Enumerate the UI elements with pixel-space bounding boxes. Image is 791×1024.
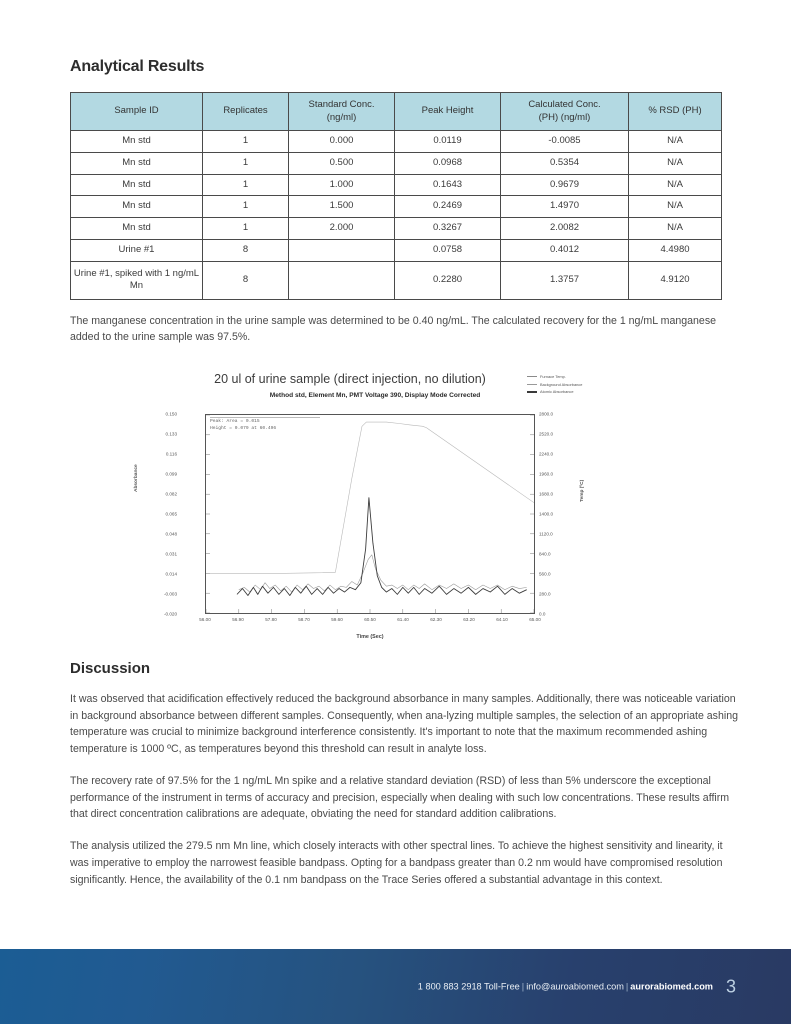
y-axis-label: Absorbance	[134, 464, 139, 492]
column-header-rsd: % RSD (PH)	[629, 93, 722, 131]
column-header-calculated-conc: Calculated Conc. (PH) (ng/ml)	[501, 93, 629, 131]
cell-calculated-conc: 1.4970	[501, 196, 629, 218]
cell-standard-conc: 1.500	[289, 196, 395, 218]
y2-tick-label: 1960.0	[539, 471, 554, 477]
y-tick-label: 0.116	[165, 451, 177, 457]
cell-peak-height: 0.1643	[395, 174, 501, 196]
x-tick-label: 62.30	[430, 617, 442, 622]
y2-tick-label: 0.0	[539, 611, 546, 617]
y-tick-label: 0.031	[165, 551, 177, 557]
cell-replicates: 8	[203, 240, 289, 262]
discussion-paragraph-2: The recovery rate of 97.5% for the 1 ng/mL Mn spike and a relative standard deviation (RSD) of less than 5% underscore the exceptional performance of the instrument in terms of accuracy and precision, especially when dealing with such low concentrations. These results affirm that direct concentration calibrations are adequate, obviating the need for standard addition calibrations.	[70, 774, 730, 821]
legend-item-atomic-absorbance	[527, 388, 582, 396]
cell-sample-id: Urine #1, spiked with 1 ng/mL Mn	[71, 261, 203, 299]
y-tick-label: -0.003	[163, 591, 177, 597]
y-tick-label: 0.150	[165, 411, 177, 417]
cell-rsd: N/A	[629, 174, 722, 196]
cell-rsd: 4.4980	[629, 240, 722, 262]
cell-replicates: 8	[203, 261, 289, 299]
y2-tick-label: 2800.0	[539, 411, 554, 417]
chart-title: 20 ul of urine sample (direct injection, no dilution)	[214, 372, 486, 386]
cell-sample-id: Urine #1	[71, 240, 203, 262]
table-row	[71, 261, 722, 299]
x-tick-label: 60.50	[364, 617, 376, 622]
table-row	[71, 240, 722, 262]
series-furnace-temp	[206, 422, 534, 573]
cell-standard-conc: 0.500	[289, 152, 395, 174]
column-header-peak-height: Peak Height	[395, 93, 501, 131]
cell-calculated-conc: 2.0082	[501, 218, 629, 240]
legend-swatch-icon	[527, 376, 537, 377]
chart-legend	[527, 373, 582, 396]
y2-tick-label: 1400.0	[539, 511, 554, 517]
y2-tick-label: 1680.0	[539, 491, 554, 497]
peak-annotation	[210, 417, 320, 432]
discussion-section	[70, 660, 738, 903]
results-paragraph: The manganese concentration in the urine sample was determined to be 0.40 ng/mL. The calculated recovery for the 1 ng/mL manganese added to the urine sample was 97.5%.	[70, 314, 717, 344]
cell-replicates: 1	[203, 218, 289, 240]
y2-tick-label: 2240.0	[539, 451, 554, 457]
legend-label: Background Absorbance	[540, 381, 583, 387]
analytical-results-section	[70, 58, 721, 346]
y-tick-label: 0.065	[165, 511, 177, 517]
cell-standard-conc: 2.000	[289, 218, 395, 240]
y-tick-label: 0.099	[165, 471, 177, 477]
cell-replicates: 1	[203, 131, 289, 153]
cell-replicates: 1	[203, 196, 289, 218]
discussion-paragraph-1: It was observed that acidification effectively reduced the background absorbance in many samples. Additionally, there was noticeable variation in background absorbance between different samples. Consequently, when ana-lyzing multiple samples, the selection of an appropriate ashing temperature was crucial to minimize background interference consistently. It's important to note that the maximum recommended ashing temperature is 1000 ºC, as temperatures beyond this threshold can result in analyte loss.	[70, 693, 739, 756]
chart-curves	[206, 415, 534, 613]
x-axis-ticks	[199, 617, 541, 627]
table-row	[71, 152, 722, 174]
x-tick-label: 59.60	[331, 617, 343, 622]
table-row	[71, 196, 722, 218]
x-tick-label: 64.10	[496, 617, 508, 622]
cell-sample-id: Mn std	[71, 218, 203, 240]
footer-content	[418, 976, 736, 997]
page-number: 3	[725, 976, 736, 996]
cell-peak-height: 0.2280	[395, 261, 501, 299]
cell-calculated-conc: 0.5354	[501, 152, 629, 174]
y2-tick-label: 2520.0	[539, 431, 554, 437]
x-tick-label: 56.90	[232, 617, 244, 622]
cell-calculated-conc: 0.9679	[501, 174, 629, 196]
footer-separator: |	[521, 981, 525, 992]
footer-separator: |	[625, 981, 629, 992]
chromatogram-figure	[134, 372, 610, 657]
legend-item-background-absorbance	[527, 381, 582, 389]
y2-tick-label: 840.0	[539, 551, 551, 557]
legend-label: Furnace Temp.	[540, 374, 566, 379]
x-tick-label: 58.70	[298, 617, 310, 622]
x-tick-label: 61.40	[397, 617, 409, 622]
footer-contact-line	[418, 982, 713, 992]
column-header-replicates: Replicates	[203, 93, 289, 131]
series-atomic-absorbance	[237, 498, 527, 596]
cell-sample-id: Mn std	[71, 196, 203, 218]
cell-calculated-conc: 1.3757	[501, 261, 629, 299]
cell-rsd: 4.9120	[629, 261, 722, 299]
y-tick-label: 0.014	[165, 571, 177, 577]
footer-email[interactable]: info@auroabiomed.com	[526, 981, 624, 992]
cell-replicates: 1	[203, 174, 289, 196]
cell-standard-conc	[289, 240, 395, 262]
y-tick-label: -0.020	[163, 611, 177, 617]
y2-axis-label: Temp (ºC)	[580, 479, 585, 502]
discussion-title: Discussion	[70, 660, 151, 677]
column-header-standard-conc: Standard Conc. (ng/ml)	[289, 93, 395, 131]
footer-website[interactable]: aurorabiomed.com	[630, 981, 713, 992]
y2-tick-label: 560.0	[539, 571, 551, 577]
legend-label: Atomic Absorbance	[540, 389, 574, 395]
y-tick-label: 0.133	[165, 431, 177, 437]
legend-swatch-icon	[527, 391, 537, 392]
cell-rsd: N/A	[629, 196, 722, 218]
x-tick-label: 56.00	[199, 617, 211, 622]
cell-standard-conc: 1.000	[289, 174, 395, 196]
page-title: Analytical Results	[70, 58, 205, 75]
cell-standard-conc: 0.000	[289, 131, 395, 153]
y-tick-label: 0.048	[165, 531, 177, 537]
chart-subtitle: Method std, Element Mn, PMT Voltage 390, Display Mode Corrected	[269, 392, 481, 399]
cell-peak-height: 0.0968	[395, 152, 501, 174]
cell-sample-id: Mn std	[71, 152, 203, 174]
analytical-results-table	[70, 92, 722, 300]
cell-rsd: N/A	[629, 131, 722, 153]
cell-peak-height: 0.2469	[395, 196, 501, 218]
cell-sample-id: Mn std	[71, 174, 203, 196]
table-row	[71, 131, 722, 153]
x-tick-label: 63.20	[463, 617, 475, 622]
footer-phone: 1 800 883 2918 Toll-Free	[417, 981, 520, 992]
cell-rsd: N/A	[629, 218, 722, 240]
annotation-line-area: Peak: Area = 0.015	[210, 419, 260, 424]
table-header-row	[71, 93, 722, 131]
page-footer	[0, 949, 791, 1024]
x-axis-label: Time (Sec)	[356, 634, 384, 640]
annotation-line-height: Height = 0.079 at 60.496	[210, 425, 277, 431]
column-header-sample-id: Sample ID	[71, 93, 203, 131]
y2-tick-label: 280.0	[539, 591, 551, 597]
discussion-paragraph-3: The analysis utilized the 279.5 nm Mn line, which closely interacts with other spectral lines. To achieve the highest sensitivity and linearity, it was imperative to employ the narrowest feasible bandpass. Opting for a bandpass greater than 0.2 nm would have compromised resolution significantly. Hence, the availability of the 0.1 nm bandpass on the Trace Series offered a substantial advantage in this context.	[70, 840, 723, 886]
cell-standard-conc	[289, 261, 395, 299]
cell-sample-id: Mn std	[71, 131, 203, 153]
legend-item-furnace-temp	[527, 373, 582, 381]
legend-swatch-icon	[527, 384, 537, 385]
cell-calculated-conc: 0.4012	[501, 240, 629, 262]
table-row	[71, 174, 722, 196]
plot-area	[205, 414, 535, 614]
x-tick-label: 65.00	[529, 617, 541, 622]
cell-calculated-conc: -0.0085	[501, 131, 629, 153]
y-tick-label: 0.082	[165, 491, 177, 497]
cell-replicates: 1	[203, 152, 289, 174]
cell-peak-height: 0.0119	[395, 131, 501, 153]
y2-tick-label: 1120.0	[539, 531, 553, 537]
table-body	[71, 131, 722, 300]
table-row	[71, 218, 722, 240]
cell-peak-height: 0.3267	[395, 218, 501, 240]
cell-peak-height: 0.0758	[395, 240, 501, 262]
x-tick-label: 57.80	[265, 617, 277, 622]
cell-rsd: N/A	[629, 152, 722, 174]
